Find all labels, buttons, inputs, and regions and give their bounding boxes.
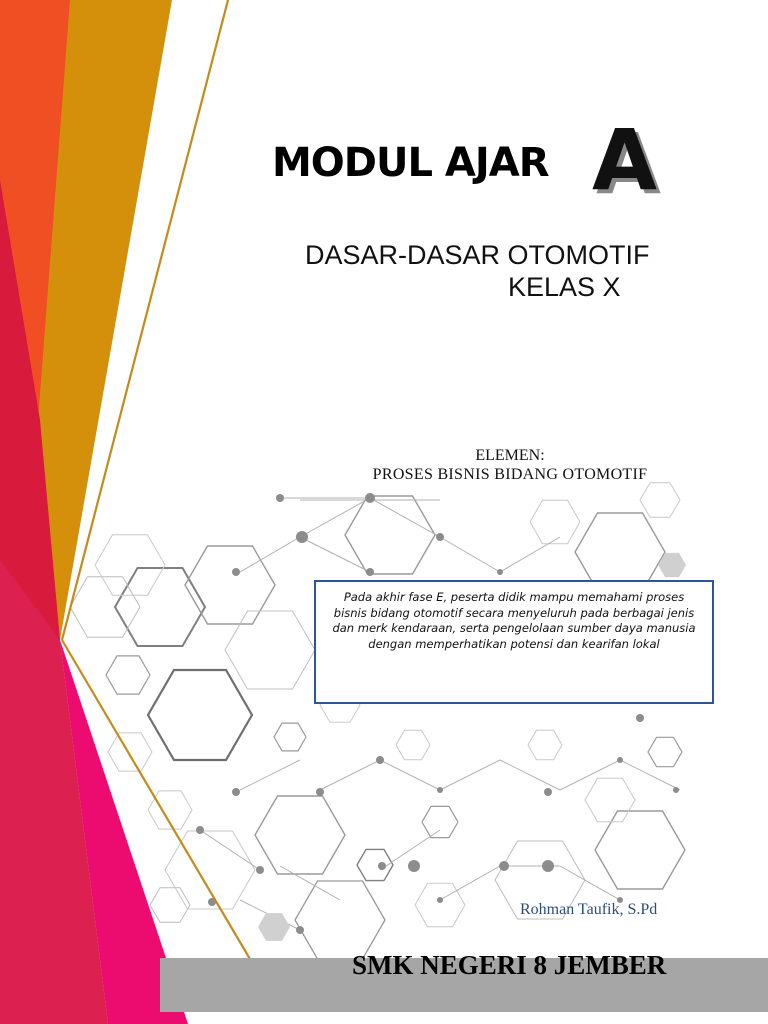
network-dot — [276, 494, 284, 502]
network-dot — [437, 787, 443, 793]
network-dot — [296, 531, 308, 543]
network-link — [240, 760, 300, 790]
hexagon-shape — [422, 806, 458, 837]
subject-name: DASAR-DASAR OTOMOTIF — [305, 240, 650, 270]
filled-hexagon — [258, 913, 290, 941]
phase-letter: A — [592, 111, 658, 209]
author-name: Rohman Taufik, S.Pd — [520, 901, 658, 918]
network-link — [440, 760, 500, 790]
hexagon-shape — [640, 483, 680, 518]
hexagon-shape — [148, 670, 252, 760]
network-dot — [316, 788, 324, 796]
network-link — [320, 760, 380, 790]
hexagon-shape — [528, 730, 562, 759]
network-dot — [232, 788, 240, 796]
grade-level: KELAS X — [508, 272, 621, 302]
network-link — [300, 537, 370, 572]
element-label: ELEMEN: — [475, 447, 545, 464]
hexagon-shape — [595, 811, 685, 889]
network-dot — [196, 826, 204, 834]
network-dot — [673, 787, 679, 793]
network-dot — [296, 926, 304, 934]
network-link — [500, 760, 560, 790]
hexagon-shape — [530, 500, 580, 543]
network-link — [370, 498, 440, 537]
network-dot — [408, 860, 420, 872]
network-dots — [196, 493, 686, 941]
network-link — [500, 537, 560, 572]
network-dot — [499, 861, 509, 871]
network-link — [620, 760, 680, 790]
hexagon-shape — [585, 778, 635, 821]
hexagon-network-pattern — [70, 483, 685, 959]
network-link — [560, 760, 620, 790]
learning-goal-box — [314, 580, 714, 704]
hexagon-shape — [115, 568, 205, 646]
left-color-band — [0, 0, 188, 1024]
network-dot — [365, 493, 375, 503]
network-dot — [436, 533, 444, 541]
hexagon-shape — [396, 730, 430, 759]
network-link — [440, 537, 500, 572]
module-title: MODUL AJAR — [272, 140, 549, 186]
network-dot — [232, 568, 240, 576]
hexagon-shape — [274, 723, 306, 751]
hexagon-shape — [106, 656, 150, 694]
network-link — [240, 537, 300, 572]
hexagon-shape — [108, 733, 152, 771]
network-dot — [437, 897, 443, 903]
network-dot — [636, 714, 644, 722]
hexagon-shape — [185, 546, 275, 624]
network-dot — [366, 568, 374, 576]
network-dot — [376, 756, 384, 764]
hexagon-shape — [648, 737, 682, 766]
hexagon-shape — [150, 888, 190, 923]
network-dot — [378, 862, 386, 870]
network-dot — [544, 788, 552, 796]
hexagon-shape — [255, 796, 345, 874]
hexagon-shape — [295, 881, 385, 959]
hexagon-shape — [225, 611, 315, 689]
network-dot — [542, 860, 554, 872]
hexagon-shape — [95, 535, 165, 596]
network-link — [300, 498, 370, 537]
network-link — [200, 830, 260, 870]
hexagon-shape — [345, 496, 435, 574]
network-link — [560, 866, 620, 900]
element-name: PROSES BISNIS BIDANG OTOMOTIF — [372, 466, 648, 483]
network-dot — [497, 569, 503, 575]
network-dot — [617, 757, 623, 763]
network-dot — [256, 866, 264, 874]
hexagon-shape — [165, 831, 255, 909]
learning-goal-text: Pada akhir fase E, peserta didik mampu memahami proses bisnis bidang otomotif secara menyeluruh pada berbagai jenis dan merk kendaraan, serta pengelolaan sumber daya manusia dengan memperhatikan potensi dan kearifan lokal — [332, 590, 696, 651]
network-link — [380, 760, 440, 790]
hexagon-shape — [70, 577, 140, 638]
school-name: SMK NEGERI 8 JEMBER — [352, 950, 667, 980]
